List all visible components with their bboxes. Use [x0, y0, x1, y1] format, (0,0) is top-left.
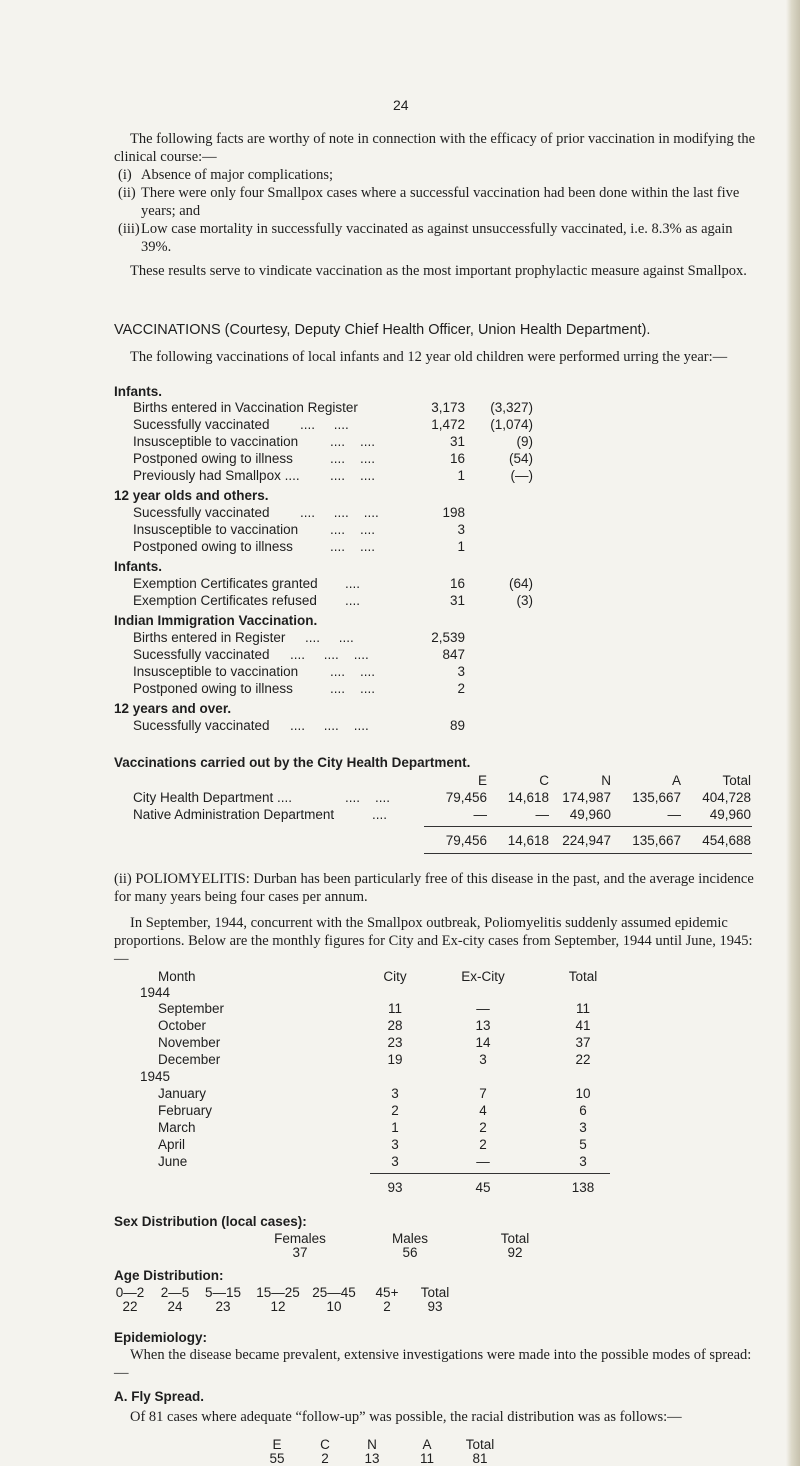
- polio-month: November: [158, 1035, 221, 1050]
- polio-total: 10: [575, 1086, 591, 1101]
- table-rule: [370, 1173, 610, 1174]
- vacc-row-value: 3,173: [431, 400, 465, 415]
- polio-city: 19: [387, 1052, 403, 1067]
- polio-ex-city: 7: [479, 1086, 487, 1101]
- vacc-row-prev: (54): [508, 451, 533, 466]
- leader-dots: ....: [372, 807, 388, 822]
- vacc-row-value: 198: [442, 505, 465, 520]
- vacc-row-label: Sucessfully vaccinated: [133, 647, 270, 662]
- city-row-label: City Health Department ....: [133, 790, 293, 805]
- page-number: 24: [393, 97, 409, 113]
- vacc-row-label: Sucessfully vaccinated: [133, 718, 270, 733]
- city-cell: —: [535, 807, 549, 822]
- header-males: Males: [391, 1231, 428, 1246]
- leader-dots: .... ....: [305, 630, 354, 645]
- leader-dots: .... ....: [330, 468, 376, 483]
- fly-count: 81: [472, 1451, 488, 1466]
- table-rule: [424, 826, 752, 827]
- fly-spread-heading: A. Fly Spread.: [114, 1389, 205, 1404]
- vacc-row-label: Insusceptible to vaccination: [133, 522, 299, 537]
- vacc-row-prev: (9): [516, 434, 533, 449]
- column-header-total: Total: [722, 773, 751, 788]
- header-total: Total: [568, 969, 598, 984]
- city-total-cell: 224,947: [562, 833, 611, 848]
- point-number: (i): [118, 167, 132, 183]
- polio-outbreak: In September, 1944, concurrent with the Smallpox outbreak, Poliomyelitis suddenly assumed epidemic proportions. Below are the monthly figures for City and Ex-city cases from September, 1944 until June, 1945:—: [114, 915, 753, 967]
- polio-ex-city: —: [476, 1154, 490, 1169]
- leader-dots: ....: [345, 593, 361, 608]
- vacc-row-prev: (3): [516, 593, 533, 608]
- polio-month: December: [158, 1052, 221, 1067]
- vacc-row-label: Postponed owing to illness: [133, 451, 293, 466]
- epidemiology-text: When the disease became prevalent, extensive investigations were made into the possible modes of spread:—: [114, 1347, 752, 1381]
- vacc-row-label: Postponed owing to illness: [133, 681, 293, 696]
- leader-dots: .... ....: [300, 417, 349, 432]
- city-cell: 135,667: [632, 790, 681, 805]
- polio-month: March: [158, 1120, 196, 1135]
- leader-dots: ....: [345, 576, 361, 591]
- vaccinations-intro: The following vaccinations of local infants and 12 year old children were performed urring the year:—: [130, 349, 728, 365]
- age-count: 10: [326, 1299, 342, 1314]
- point-text: Absence of major complications;: [141, 167, 334, 183]
- header-month: Month: [158, 969, 196, 984]
- fly-header: C: [320, 1437, 330, 1452]
- vacc-row-label: Previously had Smallpox ....: [133, 468, 300, 483]
- polio-total: 41: [575, 1018, 591, 1033]
- group-title: Indian Immigration Vaccination.: [114, 613, 318, 628]
- header-total: Total: [500, 1231, 530, 1246]
- fly-header: Total: [465, 1437, 495, 1452]
- polio-ex-city: 3: [479, 1052, 487, 1067]
- polio-intro: (ii) POLIOMYELITIS: Durban has been particularly free of this disease in the past, and the average incidence for many years being four cases per annum.: [114, 871, 754, 905]
- fly-count: 13: [364, 1451, 380, 1466]
- vacc-row-label: Births entered in Vaccination Register: [133, 400, 358, 415]
- column-header-a: A: [671, 773, 681, 788]
- polio-city: 2: [391, 1103, 399, 1118]
- fly-count: 55: [269, 1451, 285, 1466]
- vacc-row-label: Postponed owing to illness: [133, 539, 293, 554]
- age-count: 23: [215, 1299, 231, 1314]
- age-count: 93: [427, 1299, 443, 1314]
- sex-distribution-heading: Sex Distribution (local cases):: [114, 1214, 307, 1229]
- fly-count: 2: [321, 1451, 329, 1466]
- polio-city: 3: [391, 1137, 399, 1152]
- header-city: City: [383, 969, 407, 984]
- leader-dots: .... ....: [330, 681, 376, 696]
- year-label: 1945: [140, 1069, 171, 1084]
- group-title: Infants.: [114, 559, 163, 574]
- polio-total: 3: [579, 1154, 587, 1169]
- leader-dots: .... ....: [330, 434, 376, 449]
- polio-total: 3: [579, 1120, 587, 1135]
- page-edge-shadow: [786, 0, 800, 1466]
- group-title: 12 year olds and others.: [114, 488, 269, 503]
- vaccinations-heading: VACCINATIONS (Courtesy, Deputy Chief Health Officer, Union Health Department).: [114, 322, 651, 338]
- leader-dots: .... ....: [345, 790, 391, 805]
- fly-spread-text: Of 81 cases where adequate “follow-up” was possible, the racial distribution was as follows:—: [130, 1409, 682, 1425]
- vacc-row-prev: (1,074): [490, 417, 533, 432]
- column-header-c: C: [539, 773, 549, 788]
- city-health-heading: Vaccinations carried out by the City Health Department.: [114, 755, 471, 770]
- leader-dots: .... .... ....: [290, 718, 369, 733]
- epidemiology-heading: Epidemiology:: [114, 1330, 208, 1345]
- vacc-row-value: 16: [449, 451, 465, 466]
- year-label: 1944: [140, 985, 171, 1000]
- age-count: 12: [270, 1299, 286, 1314]
- vacc-row-value: 2,539: [431, 630, 465, 645]
- polio-month: September: [158, 1001, 225, 1016]
- vacc-row-label: Insusceptible to vaccination: [133, 664, 299, 679]
- vacc-row-value: 847: [442, 647, 465, 662]
- vacc-row-label: Exemption Certificates refused: [133, 593, 317, 608]
- point-text: There were only four Smallpox cases where a successful vaccination had been done within the last five years; and: [141, 185, 740, 219]
- city-cell: —: [667, 807, 681, 822]
- vacc-row-label: Exemption Certificates granted: [133, 576, 318, 591]
- age-band: 25—45: [312, 1285, 356, 1300]
- column-header-n: N: [601, 773, 611, 788]
- polio-ex-city: 14: [475, 1035, 491, 1050]
- polio-city: 28: [387, 1018, 403, 1033]
- header-females: Females: [274, 1231, 326, 1246]
- fly-header: E: [272, 1437, 282, 1452]
- age-band: Total: [420, 1285, 450, 1300]
- city-cell: —: [473, 807, 487, 822]
- age-distribution-heading: Age Distribution:: [114, 1268, 224, 1283]
- total-count: 92: [507, 1245, 523, 1260]
- group-title: 12 years and over.: [114, 701, 232, 716]
- females-count: 37: [292, 1245, 308, 1260]
- group-title: Infants.: [114, 384, 163, 399]
- polio-city: 11: [387, 1001, 402, 1016]
- city-cell: 79,456: [445, 790, 487, 805]
- leader-dots: .... ....: [330, 522, 376, 537]
- vacc-row-value: 3: [457, 664, 465, 679]
- leader-dots: .... .... ....: [300, 505, 379, 520]
- age-band: 15—25: [256, 1285, 300, 1300]
- age-count: 2: [383, 1299, 391, 1314]
- vacc-row-label: Births entered in Register: [133, 630, 286, 645]
- point-text: Low case mortality in successfully vaccinated as against unsuccessfully vaccinated, i.e. 8.3% as again 39%.: [141, 221, 733, 255]
- leader-dots: .... ....: [330, 451, 376, 466]
- polio-total: 6: [579, 1103, 587, 1118]
- age-count: 24: [167, 1299, 183, 1314]
- vacc-row-value: 31: [449, 434, 465, 449]
- polio-total: 22: [575, 1052, 591, 1067]
- age-count: 22: [122, 1299, 138, 1314]
- polio-month: January: [158, 1086, 207, 1101]
- polio-ex-city: 4: [479, 1103, 487, 1118]
- leader-dots: .... .... ....: [290, 647, 369, 662]
- city-cell: 174,987: [562, 790, 611, 805]
- vacc-row-value: 1: [457, 468, 465, 483]
- city-total-cell: 135,667: [632, 833, 681, 848]
- city-row-label: Native Administration Department: [133, 807, 335, 822]
- polio-ex-city: 2: [479, 1137, 487, 1152]
- vacc-row-value: 16: [449, 576, 465, 591]
- age-band: 45+: [375, 1285, 399, 1300]
- polio-ex-city: 2: [479, 1120, 487, 1135]
- polio-month: October: [158, 1018, 207, 1033]
- header-ex-city: Ex-City: [461, 969, 505, 984]
- polio-total-ex-city: 45: [475, 1180, 491, 1195]
- city-cell: 49,960: [569, 807, 611, 822]
- city-total-cell: 454,688: [702, 833, 751, 848]
- city-cell: 14,618: [507, 790, 549, 805]
- vacc-row-label: Sucessfully vaccinated: [133, 505, 270, 520]
- intro-conclusion: These results serve to vindicate vaccination as the most important prophylactic measure against Smallpox.: [130, 263, 747, 279]
- polio-ex-city: —: [476, 1001, 490, 1016]
- vacc-row-label: Insusceptible to vaccination: [133, 434, 299, 449]
- fly-header: A: [422, 1437, 432, 1452]
- males-count: 56: [402, 1245, 418, 1260]
- polio-total: 5: [579, 1137, 587, 1152]
- age-band: 2—5: [160, 1285, 190, 1300]
- polio-city: 3: [391, 1086, 399, 1101]
- vacc-row-value: 2: [457, 681, 465, 696]
- fly-count: 11: [419, 1451, 434, 1466]
- vacc-row-value: 89: [449, 718, 465, 733]
- vacc-row-value: 1,472: [431, 417, 465, 432]
- polio-month: April: [158, 1137, 186, 1152]
- age-band: 5—15: [204, 1285, 242, 1300]
- polio-city: 3: [391, 1154, 399, 1169]
- leader-dots: .... ....: [330, 664, 376, 679]
- vacc-row-prev: (3,327): [490, 400, 533, 415]
- city-total-cell: 14,618: [507, 833, 549, 848]
- polio-city: 1: [391, 1120, 399, 1135]
- vacc-row-value: 31: [449, 593, 465, 608]
- table-rule: [424, 853, 752, 854]
- polio-ex-city: 13: [475, 1018, 491, 1033]
- city-total-cell: 79,456: [445, 833, 487, 848]
- polio-grand-total: 138: [571, 1180, 595, 1195]
- city-cell: 404,728: [702, 790, 751, 805]
- leader-dots: .... ....: [330, 539, 376, 554]
- polio-total-city: 93: [387, 1180, 403, 1195]
- vacc-row-value: 1: [457, 539, 465, 554]
- polio-total: 11: [575, 1001, 590, 1016]
- age-band: 0—2: [115, 1285, 145, 1300]
- intro-lead: The following facts are worthy of note in connection with the efficacy of prior vaccination in modifying the clinical course:—: [114, 131, 756, 165]
- point-number: (iii): [118, 221, 140, 237]
- vacc-row-prev: (—): [510, 468, 533, 483]
- fly-header: N: [367, 1437, 377, 1452]
- column-header-e: E: [477, 773, 487, 788]
- vacc-row-prev: (64): [508, 576, 533, 591]
- polio-city: 23: [387, 1035, 403, 1050]
- vacc-row-label: Sucessfully vaccinated: [133, 417, 270, 432]
- polio-month: February: [158, 1103, 213, 1118]
- city-cell: 49,960: [709, 807, 751, 822]
- point-number: (ii): [118, 185, 136, 201]
- polio-total: 37: [575, 1035, 591, 1050]
- polio-month: June: [158, 1154, 188, 1169]
- vacc-row-value: 3: [457, 522, 465, 537]
